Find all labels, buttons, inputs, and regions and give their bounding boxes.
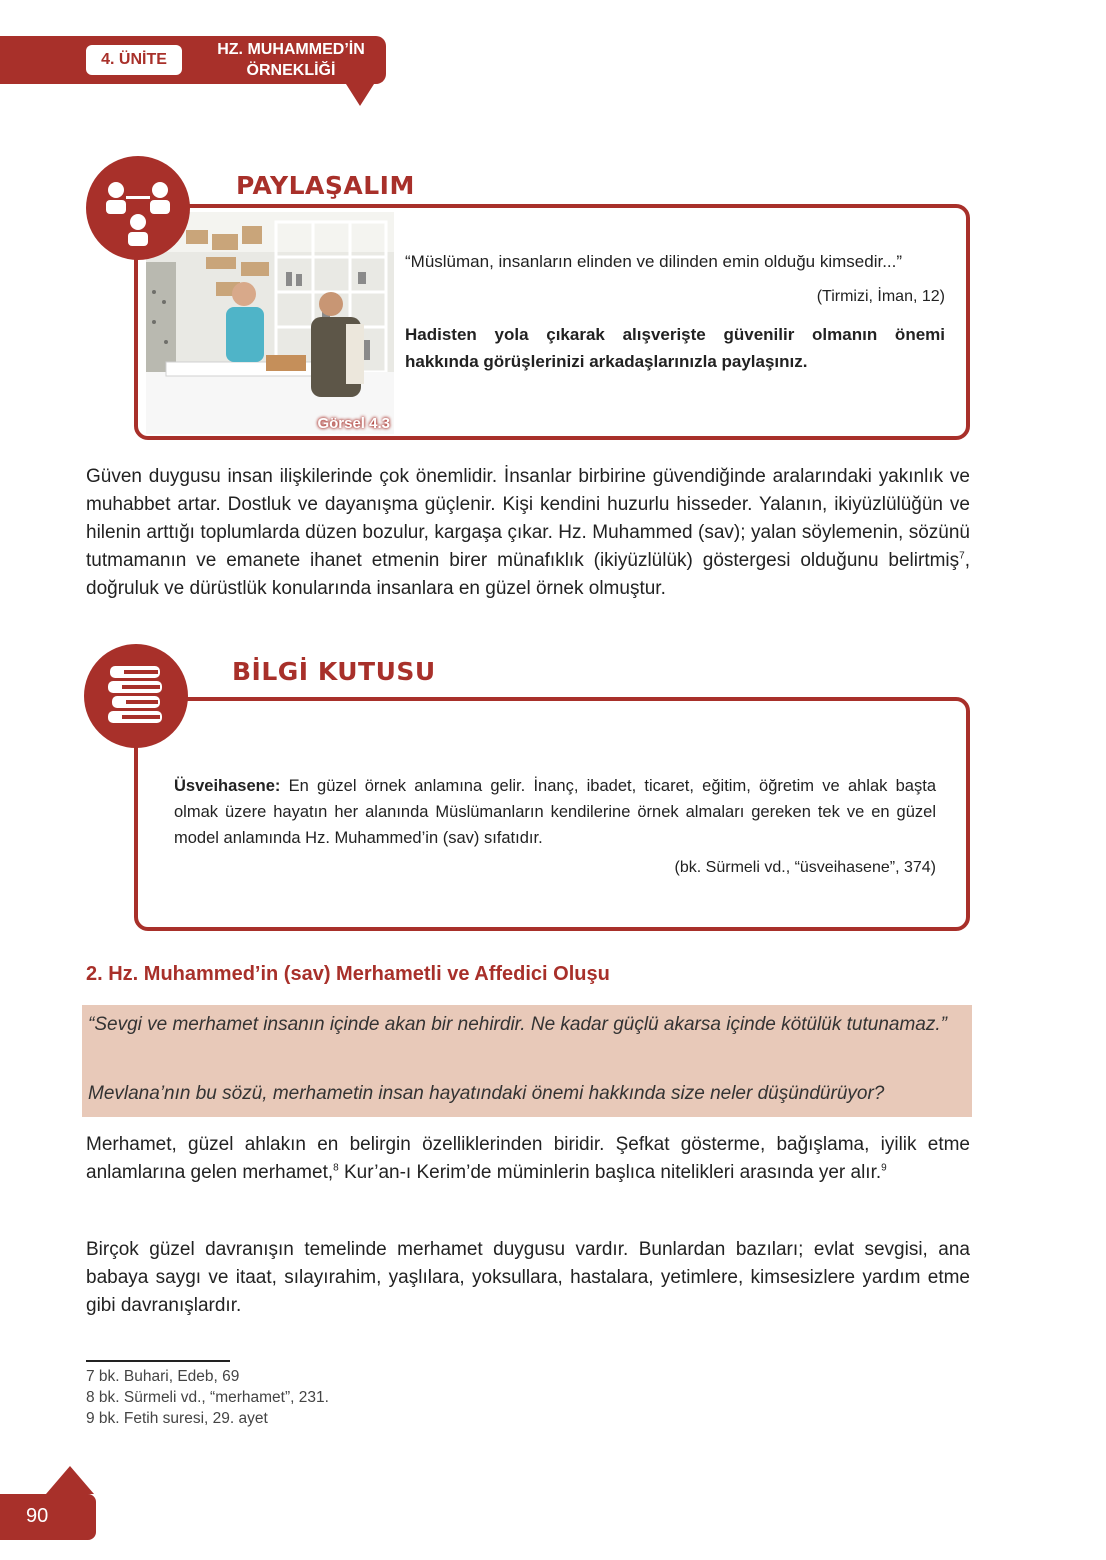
- share-title: PAYLAŞALIM: [236, 171, 415, 200]
- unit-label: 4. ÜNİTE: [86, 45, 182, 75]
- people-sharing-icon: [86, 156, 190, 260]
- info-definition: [174, 773, 936, 851]
- mevlana-quote: “Sevgi ve merhamet insanın içinde akan bir nehirdir. Ne kadar güçlü akarsa içinde kötülük tutunamaz.”: [88, 1014, 947, 1035]
- info-title: BİLGİ KUTUSU: [232, 657, 436, 686]
- trust-paragraph-text-a: Güven duygusu insan ilişkilerinde çok önemlidir. İnsanlar birbirine güvendiğinde aralarındaki yakınlık ve muhabbet artar. Dostluk ve dayanışma güçlenir. Kişi kendini huzurlu hisseder. Yalanın, ikiyüzlülüğün ve hilenin arttığı toplumlarda düzen bozulur, kargaşa çıkar. Hz. Muhammed (sav); yalan söylemenin, sözünü tutmamanın ve emanete ihanet etmenin birer münafıklık (ikiyüzlülük) göstergesi olduğunu belirtmiş: [86, 466, 970, 571]
- unit-title-line-2: ÖRNEKLİĞİ: [246, 62, 336, 79]
- unit-title: [196, 39, 386, 81]
- share-icon-circle: [86, 156, 190, 260]
- behaviors-paragraph: Birçok güzel davranışın temelinde merhamet duygusu vardır. Bunlardan bazıları; evlat sevgisi, ana babaya saygı ve itaat, sılayırahim, yaşlılara, yoksullara, hastalara, yetimlere, kimsesizlere yardım etme gibi davranışlardır.: [86, 1239, 970, 1316]
- info-icon-circle: [84, 644, 188, 748]
- share-task: Hadisten yola çıkarak alışverişte güvenilir olmanın önemi hakkında görüşlerinizi arkadaşlarınızla paylaşınız.: [405, 325, 945, 371]
- footnote-7: 7 bk. Buhari, Edeb, 69: [86, 1368, 240, 1385]
- footnote-9: 9 bk. Fetih suresi, 29. ayet: [86, 1410, 268, 1427]
- hadith-quote: “Müslüman, insanların elinden ve dilinden emin olduğu kimsedir...”: [405, 252, 903, 271]
- mercy-paragraph: [86, 1131, 970, 1187]
- share-content: [405, 248, 945, 375]
- footnote-ref-9: 9: [881, 1162, 887, 1174]
- section-heading: 2. Hz. Muhammed’in (sav) Merhametli ve Affedici Oluşu: [86, 963, 610, 985]
- footnote-ref-7: 7: [959, 550, 965, 562]
- footnote-divider: [86, 1360, 230, 1362]
- unit-title-line-1: HZ. MUHAMMED’İN: [217, 41, 365, 58]
- trust-paragraph-text-b: , doğruluk ve dürüstlük konularında insanlara en güzel örnek olmuştur.: [86, 550, 970, 599]
- trust-paragraph: [86, 463, 970, 603]
- unit-header-arrow: [346, 84, 374, 106]
- footnote-ref-8: 8: [333, 1162, 339, 1174]
- books-icon: [84, 644, 188, 748]
- info-definition-text: En güzel örnek anlamına gelir. İnanç, ibadet, ticaret, eğitim, öğretim ve ahlak başta olmak üzere hayatın her alanında Müslümanların kendilerine örnek almaları gereken tek ve en güzel model anlamında Hz. Muhammed’in (sav) sıfatıdır.: [174, 777, 936, 847]
- page-number: 90: [26, 1505, 49, 1527]
- info-content: [174, 773, 936, 881]
- photo-caption: Görsel 4.3: [317, 415, 390, 432]
- hadith-source: (Tirmizi, İman, 12): [816, 288, 945, 305]
- mercy-paragraph-text-b: Kur’an-ı Kerim’de müminlerin başlıca nitelikleri arasında yer alır.: [338, 1162, 882, 1183]
- footnote-8: 8 bk. Sürmeli vd., “merhamet”, 231.: [86, 1389, 329, 1406]
- info-term: Üsveihasene:: [174, 777, 281, 795]
- reflection-question: Mevlana’nın bu sözü, merhametin insan hayatındaki önemi hakkında size neler düşündürüyor?: [88, 1083, 885, 1104]
- page-tab-arrow: [46, 1466, 94, 1494]
- info-source: (bk. Sürmeli vd., “üsveihasene”, 374): [674, 859, 936, 876]
- mercy-paragraph-text-a: Merhamet, güzel ahlakın en belirgin özelliklerinden biridir. Şefkat gösterme, bağışlama, iyilik etme anlamlarına gelen merhamet,: [86, 1134, 970, 1183]
